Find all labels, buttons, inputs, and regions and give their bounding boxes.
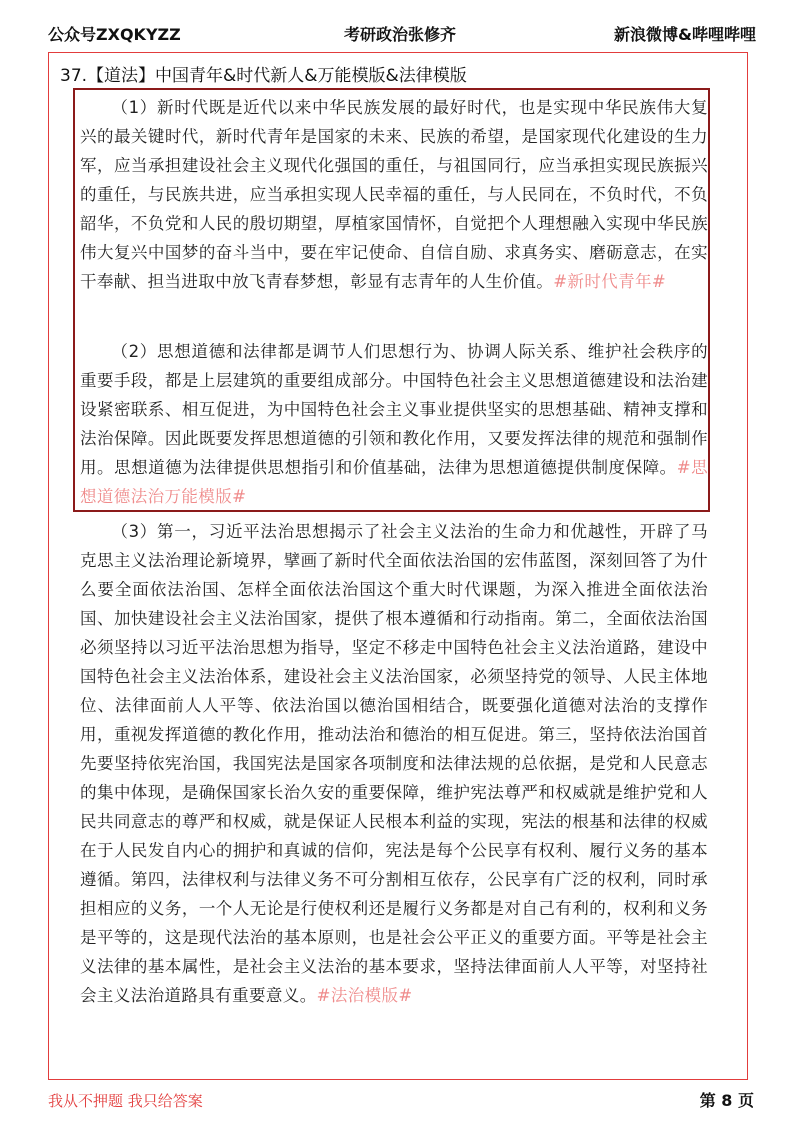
topic-tag: #思想道德法治万能模版#: [80, 458, 708, 506]
paragraph-text: （1）新时代既是近代以来中华民族发展的最好时代，也是实现中华民族伟大复兴的最关键时代，新时代青年是国家的未来、民族的希望，是国家现代化建设的生力军，应当承担建设社会主义现代化强国的重任，与祖国同行，应当承担实现民族振兴的重任，与民族共进，应当承担实现人民幸福的重任，与人民同在，不负时代，不负韶华，不负党和人民的殷切期望，厚植家国情怀，自觉把个人理想融入实现中华民族伟大复兴中国梦的奋斗当中，要在牢记使命、自信自励、求真务实、磨砺意志，在实干奉献、担当进取中放飞青春梦想，彰显有志青年的人生价值。: [80, 98, 708, 291]
header-social-accounts: 新浪微博&哔哩哔哩: [614, 25, 756, 44]
question-title: 37.【道法】中国青年&时代新人&万能模版&法律模版: [60, 66, 467, 86]
answer-paragraph-1: [80, 93, 708, 296]
footer-slogan: 我从不押题 我只给答案: [48, 1092, 203, 1110]
topic-tag: #法治模版#: [316, 986, 413, 1005]
answer-paragraph-2: [80, 337, 708, 511]
paragraph-text: （2）思想道德和法律都是调节人们思想行为、协调人际关系、维护社会秩序的重要手段，都是上层建筑的重要组成部分。中国特色社会主义思想道德建设和法治建设紧密联系、相互促进，为中国特色社会主义事业提供坚实的思想基础、精神支撑和法治保障。因此既要发挥思想道德的引领和教化作用，又要发挥法律的规范和强制作用。思想道德为法律提供思想指引和价值基础，法律为思想道德提供制度保障。: [80, 342, 708, 477]
topic-tag: #新时代青年#: [553, 272, 667, 291]
page-number: 第 8 页: [699, 1091, 754, 1110]
header-title: 考研政治张修齐: [343, 25, 456, 44]
header-wechat-account: 公众号ZXQKYZZ: [48, 25, 181, 44]
page-header: [0, 22, 800, 46]
paragraph-text: （3）第一，习近平法治思想揭示了社会主义法治的生命力和优越性，开辟了马克思主义法治理论新境界，擘画了新时代全面依法治国的宏伟蓝图，深刻回答了为什么要全面依法治国、怎样全面依法治国这个重大时代课题，为深入推进全面依法治国、加快建设社会主义法治国家，提供了根本遵循和行动指南。第二，全面依法治国必须坚持以习近平法治思想为指导，坚定不移走中国特色社会主义法治道路，建设中国特色社会主义法治体系，建设社会主义法治国家，必须坚持党的领导、人民主体地位、法律面前人人平等、依法治国以德治国相结合，既要强化道德对法治的支撑作用，重视发挥道德的教化作用，推动法治和德治的相互促进。第三，坚持依法治国首先要坚持依宪治国，我国宪法是国家各项制度和法律法规的总依据，是党和人民意志的集中体现，是确保国家长治久安的重要保障，维护宪法尊严和权威就是维护党和人民共同意志的尊严和权威，就是保证人民根本利益的实现，宪法的根基和法律的权威在于人民发自内心的拥护和真诚的信仰，宪法是每个公民享有权利、履行义务的基本遵循。第四，法律权利与法律义务不可分割相互依存，公民享有广泛的权利，同时承担相应的义务，一个人无论是行使权利还是履行义务都是对自己有利的，权利和义务是平等的，这是现代法治的基本原则，也是社会公平正义的重要方面。平等是社会主义法律的基本属性，是社会主义法治的基本要求，坚持法律面前人人平等，对坚持社会主义法治道路具有重要意义。: [80, 522, 708, 1005]
answer-paragraph-3: [80, 517, 708, 1010]
